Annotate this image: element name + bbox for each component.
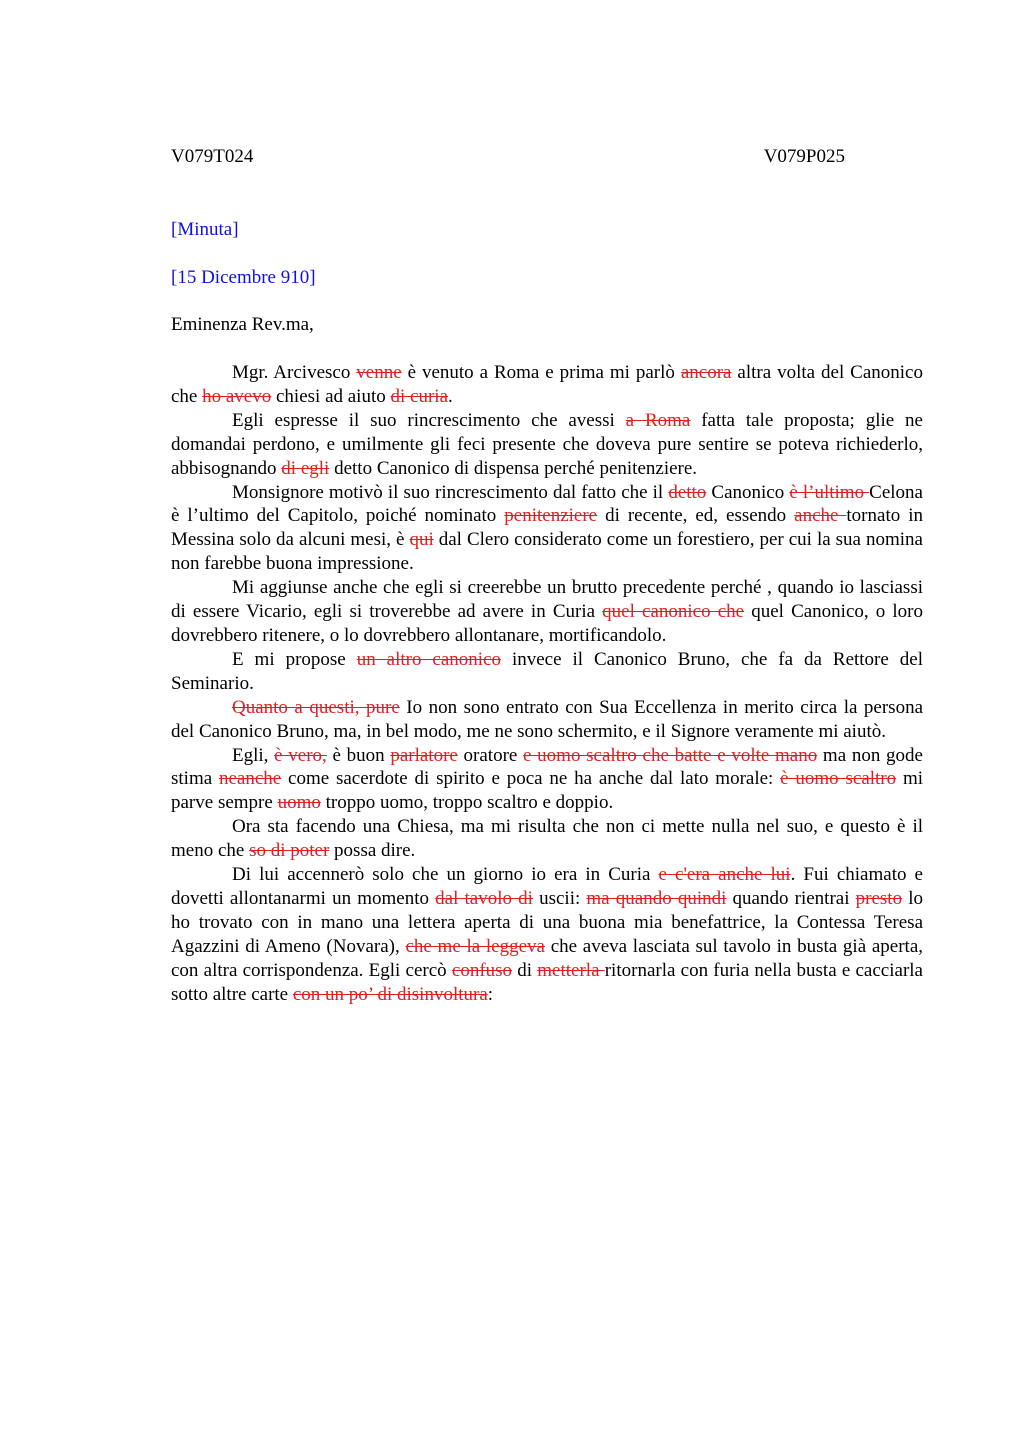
deleted-text: metterla [537, 959, 605, 981]
deleted-text: di egli [281, 457, 330, 479]
text-segment: di recente, ed, essendo [597, 505, 795, 527]
text-segment: è venuto a Roma e prima mi parlò [401, 362, 681, 383]
deleted-text: è vero, [274, 744, 327, 766]
text-segment: Di lui accennerò solo che un giorno io era in Curia [232, 864, 659, 886]
text-segment: Egli, [232, 744, 275, 766]
deleted-text: di curia [390, 385, 449, 407]
deleted-text: è uomo scaltro [780, 768, 897, 790]
deleted-text: quel canonico che [602, 601, 745, 623]
text-segment: mi parve sempre [171, 768, 924, 814]
right-document-code: V079P025 [763, 146, 845, 167]
text-segment: Io non sono entrato con Sua Eccellenza in merito circa la persona del Canonico Bruno, ma, in bel modo, me ne sono schermito, e il Signore veramente mi aiutò. [171, 696, 924, 742]
text-segment: Egli espresse il suo rincrescimento che avessi [232, 409, 626, 431]
deleted-text: venne [356, 362, 402, 383]
text-segment: . [448, 385, 453, 407]
deleted-text: un altro canonico [356, 648, 501, 670]
deleted-text: ancora [680, 362, 732, 383]
text-segment: che aveva lasciata sul tavolo in busta già aperta, con altra corrispondenza. Egli cercò [171, 935, 924, 981]
left-document-code: V079T024 [171, 146, 254, 167]
deleted-text: parlatore [390, 744, 458, 766]
text-segment: quel Canonico, o loro dovrebbero ritenere, o lo dovrebbero allontanare, mortificandolo. [171, 601, 923, 646]
text-segment: oratore [457, 744, 524, 766]
deleted-text: e c'era anche lui [658, 864, 791, 886]
deleted-text: Quanto a questi, pure [232, 696, 400, 718]
letter-paragraph [171, 648, 923, 696]
text-segment: possa dire. [329, 840, 416, 862]
deleted-text: a Roma [625, 409, 691, 431]
deleted-text: penitenziere [504, 505, 598, 527]
text-segment: ritornarla con furia nella busta e cacciarla sotto altre carte [171, 959, 923, 1005]
text-segment: tornato in Messina solo da alcuni mesi, è [171, 505, 923, 551]
document-page [171, 145, 923, 1006]
text-segment: dal Clero considerato come un forestiero, per cui la sua nomina non farebbe buona impressione. [171, 529, 923, 575]
text-segment: è buon [326, 744, 391, 766]
letter-paragraph [171, 744, 923, 816]
text-segment: lo ho trovato con in mano una lettera aperta di una buona mia benefattrice, la Contessa Teresa Agazzini di Ameno (Novara), [171, 887, 924, 957]
text-segment: Ora sta facendo una Chiesa, ma mi risulta che non ci mette nulla nel suo, e questo è il meno che [171, 816, 923, 862]
deleted-text: con un po’ di disinvoltura [292, 983, 488, 1005]
deleted-text: dal tavolo di [435, 887, 533, 909]
text-segment: E mi propose [232, 648, 357, 670]
text-segment: come sacerdote di spirito e poca ne ha anche dal lato morale: [281, 768, 781, 790]
text-segment: troppo uomo, troppo scaltro e doppio. [320, 792, 614, 814]
deleted-text: ho avevo [202, 385, 272, 407]
deleted-text: confuso [451, 959, 513, 981]
deleted-text: uomo [277, 792, 321, 814]
text-segment: Canonico [706, 481, 790, 503]
text-segment: altra volta del Canonico che [171, 362, 923, 407]
deleted-text: e uomo scaltro che batte e volte mano [523, 744, 818, 766]
deleted-text: qui [409, 529, 434, 551]
letter-paragraph [171, 481, 923, 577]
letter-paragraph [171, 696, 923, 744]
letter-paragraph [171, 863, 923, 1006]
deleted-text: è l’ultimo [789, 481, 870, 503]
deleted-text: so di poter [249, 840, 330, 862]
letter-paragraph [171, 815, 923, 863]
text-segment: Mgr. Arcivesco [232, 362, 357, 383]
letter-paragraph [171, 576, 923, 648]
text-segment: invece il Canonico Bruno, che fa da Rettore del Seminario. [171, 648, 923, 694]
text-segment: . Fui chiamato e dovetti allontanarmi un momento [171, 864, 923, 909]
document-header [171, 145, 845, 169]
text-segment: Celona è l’ultimo del Capitolo, poiché nominato [171, 481, 923, 527]
editorial-note-type: [Minuta] [171, 219, 239, 240]
text-segment: di [512, 959, 538, 981]
salutation: Eminenza Rev.ma, [171, 314, 314, 335]
text-segment: : [487, 983, 494, 1005]
deleted-text: detto [668, 481, 707, 503]
text-segment: fatta tale proposta; glie ne domandai perdono, e umilmente gli feci presente che doveva pure sentire se poteva richiederlo, abbisognando [171, 409, 923, 479]
deleted-text: presto [855, 887, 903, 909]
text-segment: ma non gode stima [171, 744, 923, 790]
deleted-text: anche [794, 505, 847, 527]
text-segment: Monsignore motivò il suo rincrescimento dal fatto che il [232, 481, 669, 503]
letter-body [171, 361, 923, 1006]
deleted-text: ma quando quindi [586, 887, 727, 909]
text-segment: quando rientrai [726, 887, 856, 909]
editorial-note-date: [15 Dicembre 910] [171, 267, 316, 288]
deleted-text: che me la leggeva [405, 935, 545, 957]
text-segment: detto Canonico di dispensa perché penitenziere. [329, 457, 698, 479]
deleted-text: neanche [218, 768, 282, 790]
letter-paragraph [171, 409, 923, 481]
text-segment: Mi aggiunse anche che egli si creerebbe un brutto precedente perché , quando io lasciassi di essere Vicario, egli si troverebbe ad avere in Curia [171, 577, 923, 623]
text-segment: chiesi ad aiuto [271, 385, 391, 407]
text-segment: uscii: [532, 887, 587, 909]
letter-paragraph [171, 361, 923, 409]
